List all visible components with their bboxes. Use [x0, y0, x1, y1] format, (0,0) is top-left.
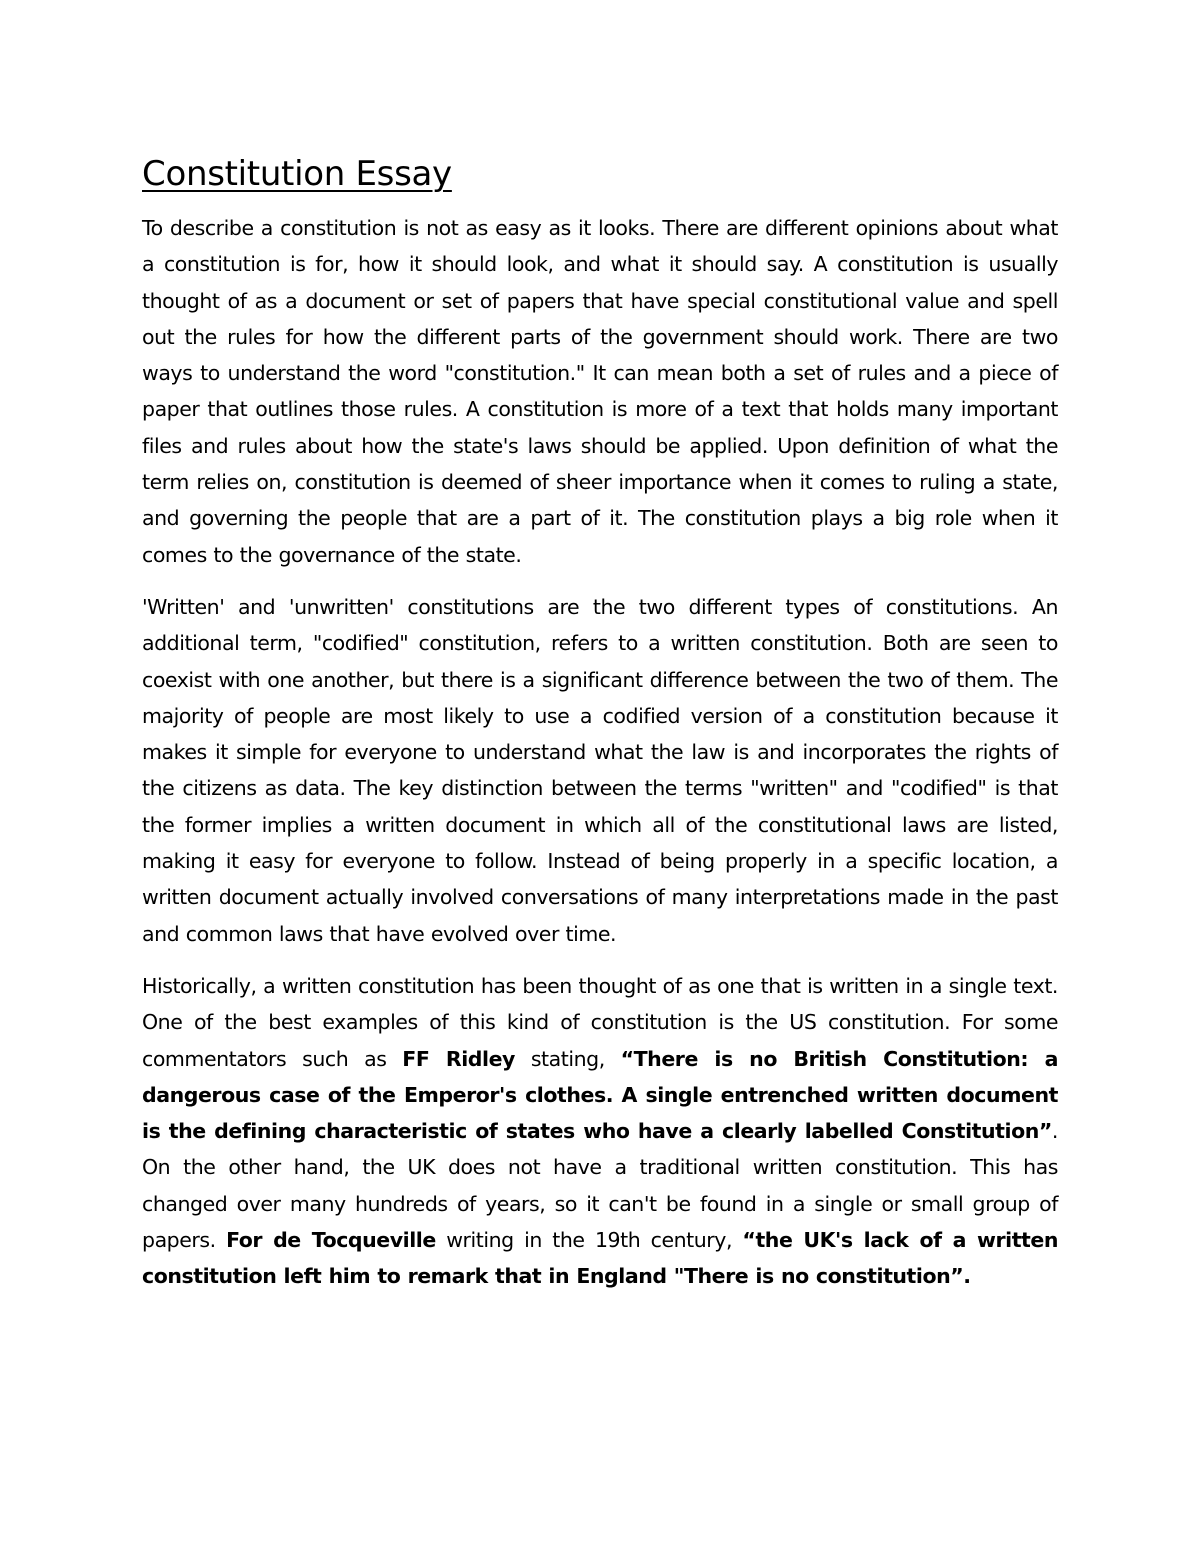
author-name-ridley: FF Ridley: [402, 1046, 515, 1071]
paragraph-history-text-4: writing in the 19th century,: [435, 1228, 743, 1253]
document-title: Constitution Essay: [142, 154, 452, 194]
paragraph-history: [142, 968, 1058, 1295]
document-body: [142, 152, 1058, 1311]
paragraph-intro: To describe a constitution is not as easy as it looks. There are different opinions about what a constitution is for, how it should look, and what it should say. A constitution is usually thought of as a document or set of papers that have special constitutional value and spell out the rules for how the different parts of the government should work. There are two ways to understand the word "constitution." It can mean both a set of rules and a piece of paper that outlines those rules. A constitution is more of a text that holds many important files and rules about how the state's laws should be applied. Upon definition of what the term relies on, constitution is deemed of sheer importance when it comes to ruling a state, and governing the people that are a part of it. The constitution plays a big role when it comes to the governance of the state.: [142, 216, 1058, 567]
paragraph-history-text-3: . On the other hand, the UK does not have a traditional written constitution. This has changed over many hundreds of years, so it can't be found in a single or small group of papers.: [142, 1119, 1058, 1253]
paragraph-history-text-1: Historically, a written constitution has been thought of as one that is written in a single text. One of the best examples of this kind of constitution is the US constitution. For some commentators such as: [142, 973, 1058, 1071]
quote-tocqueville: “the UK's lack of a written constitution left him to remark that in England "There is no constitution”.: [142, 1228, 1058, 1289]
paragraph-history-text-2: stating,: [514, 1046, 621, 1071]
quote-ridley: “There is no British Constitution: a dangerous case of the Emperor's clothes. A single entrenched written document is the defining characteristic of states who have a clearly labelled Constitution”: [142, 1046, 1058, 1144]
author-name-tocqueville: For de Tocqueville: [226, 1228, 436, 1253]
paragraph-written-unwritten: 'Written' and 'unwritten' constitutions are the two different types of constitutions. An additional term, "codified" constitution, refers to a written constitution. Both are seen to coexist with one another, but there is a significant difference between the two of them. The majority of people are most likely to use a codified version of a constitution because it makes it simple for everyone to understand what the law is and incorporates the rights of the citizens as data. The key distinction between the terms "written" and "codified" is that the former implies a written document in which all of the constitutional laws are listed, making it easy for everyone to follow. Instead of being properly in a specific location, a written document actually involved conversations of many interpretations made in the past and common laws that have evolved over time.: [142, 594, 1058, 946]
